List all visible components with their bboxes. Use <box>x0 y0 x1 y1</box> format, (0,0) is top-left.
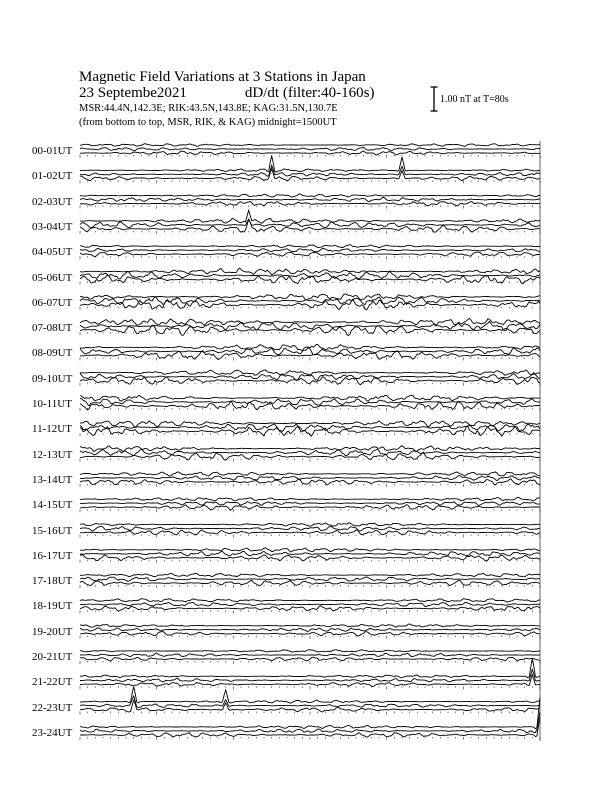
trace-msr <box>80 202 540 207</box>
chart-date: 23 Septembe2021 <box>79 85 187 101</box>
trace-kag <box>80 650 540 652</box>
station-order-note: (from bottom to top, MSR, RIK, & KAG) midnight=1500UT <box>79 117 337 128</box>
chart-title: Magnetic Field Variations at 3 Stations in Japan <box>79 69 366 85</box>
trace-kag <box>80 472 540 476</box>
row-label: 04-05UT <box>32 246 73 259</box>
trace-rik <box>80 502 540 506</box>
row-label: 01-02UT <box>32 170 73 183</box>
row-label: 20-21UT <box>32 651 73 663</box>
row-label: 14-15UT <box>32 499 73 512</box>
trace-msr <box>80 252 540 257</box>
row-label: 06-07UT <box>32 296 73 309</box>
trace-kag <box>80 624 540 627</box>
trace-kag <box>80 156 540 172</box>
trace-kag <box>80 523 540 526</box>
trace-kag <box>80 194 540 197</box>
row-label: 13-14UT <box>32 473 73 486</box>
row-label: 07-08UT <box>32 322 73 335</box>
trace-rik <box>80 347 540 355</box>
row-label: 22-23UT <box>32 701 73 714</box>
row-label: 00-01UT <box>32 145 73 157</box>
trace-rik <box>80 297 540 305</box>
trace-rik <box>80 602 540 606</box>
station-coordinates: MSR:44.4N,142.3E; RIK:43.5N,143.8E; KAG:31.5N,130.7E <box>79 103 338 114</box>
trace-kag <box>80 210 540 223</box>
chart-subtitle: dD/dt (filter:40-160s) <box>244 85 375 101</box>
row-label: 10-11UT <box>32 398 72 410</box>
row-label: 12-13UT <box>32 448 73 461</box>
row-label: 17-18UT <box>32 575 73 588</box>
trace-rik <box>80 147 540 151</box>
trace-kag <box>80 446 540 452</box>
trace-msr <box>80 631 540 636</box>
trace-rik <box>80 197 540 201</box>
trace-rik <box>80 628 540 632</box>
row-label: 15-16UT <box>32 524 73 537</box>
row-label: 18-19UT <box>32 600 73 613</box>
row-label: 09-10UT <box>32 372 73 385</box>
trace-msr <box>80 606 540 611</box>
trace-kag <box>80 245 540 248</box>
trace-msr <box>80 151 540 155</box>
row-label: 05-06UT <box>32 271 73 284</box>
trace-kag <box>80 497 540 501</box>
row-label: 02-03UT <box>32 195 73 208</box>
trace-kag <box>80 144 540 147</box>
trace-kag <box>80 573 540 577</box>
row-label: 08-09UT <box>32 347 73 360</box>
trace-kag <box>80 318 540 326</box>
trace-msr <box>80 657 540 661</box>
trace-rik <box>80 373 540 381</box>
trace-rik <box>80 526 540 531</box>
row-label: 11-12UT <box>32 423 72 436</box>
row-label: 19-20UT <box>32 625 73 638</box>
row-label: 21-22UT <box>32 676 73 689</box>
trace-rik <box>80 653 540 656</box>
trace-kag <box>80 370 540 375</box>
trace-rik <box>80 248 540 252</box>
trace-kag <box>80 548 540 552</box>
row-label: 03-04UT <box>32 220 73 233</box>
row-label: 16-17UT <box>32 549 73 562</box>
row-label: 23-24UT <box>32 726 73 739</box>
trace-msr <box>80 530 540 535</box>
trace-kag <box>80 599 540 602</box>
scale-label: 1.00 nT at T=80s <box>440 94 509 105</box>
trace-rik <box>80 476 540 481</box>
trace-rik <box>80 577 540 581</box>
